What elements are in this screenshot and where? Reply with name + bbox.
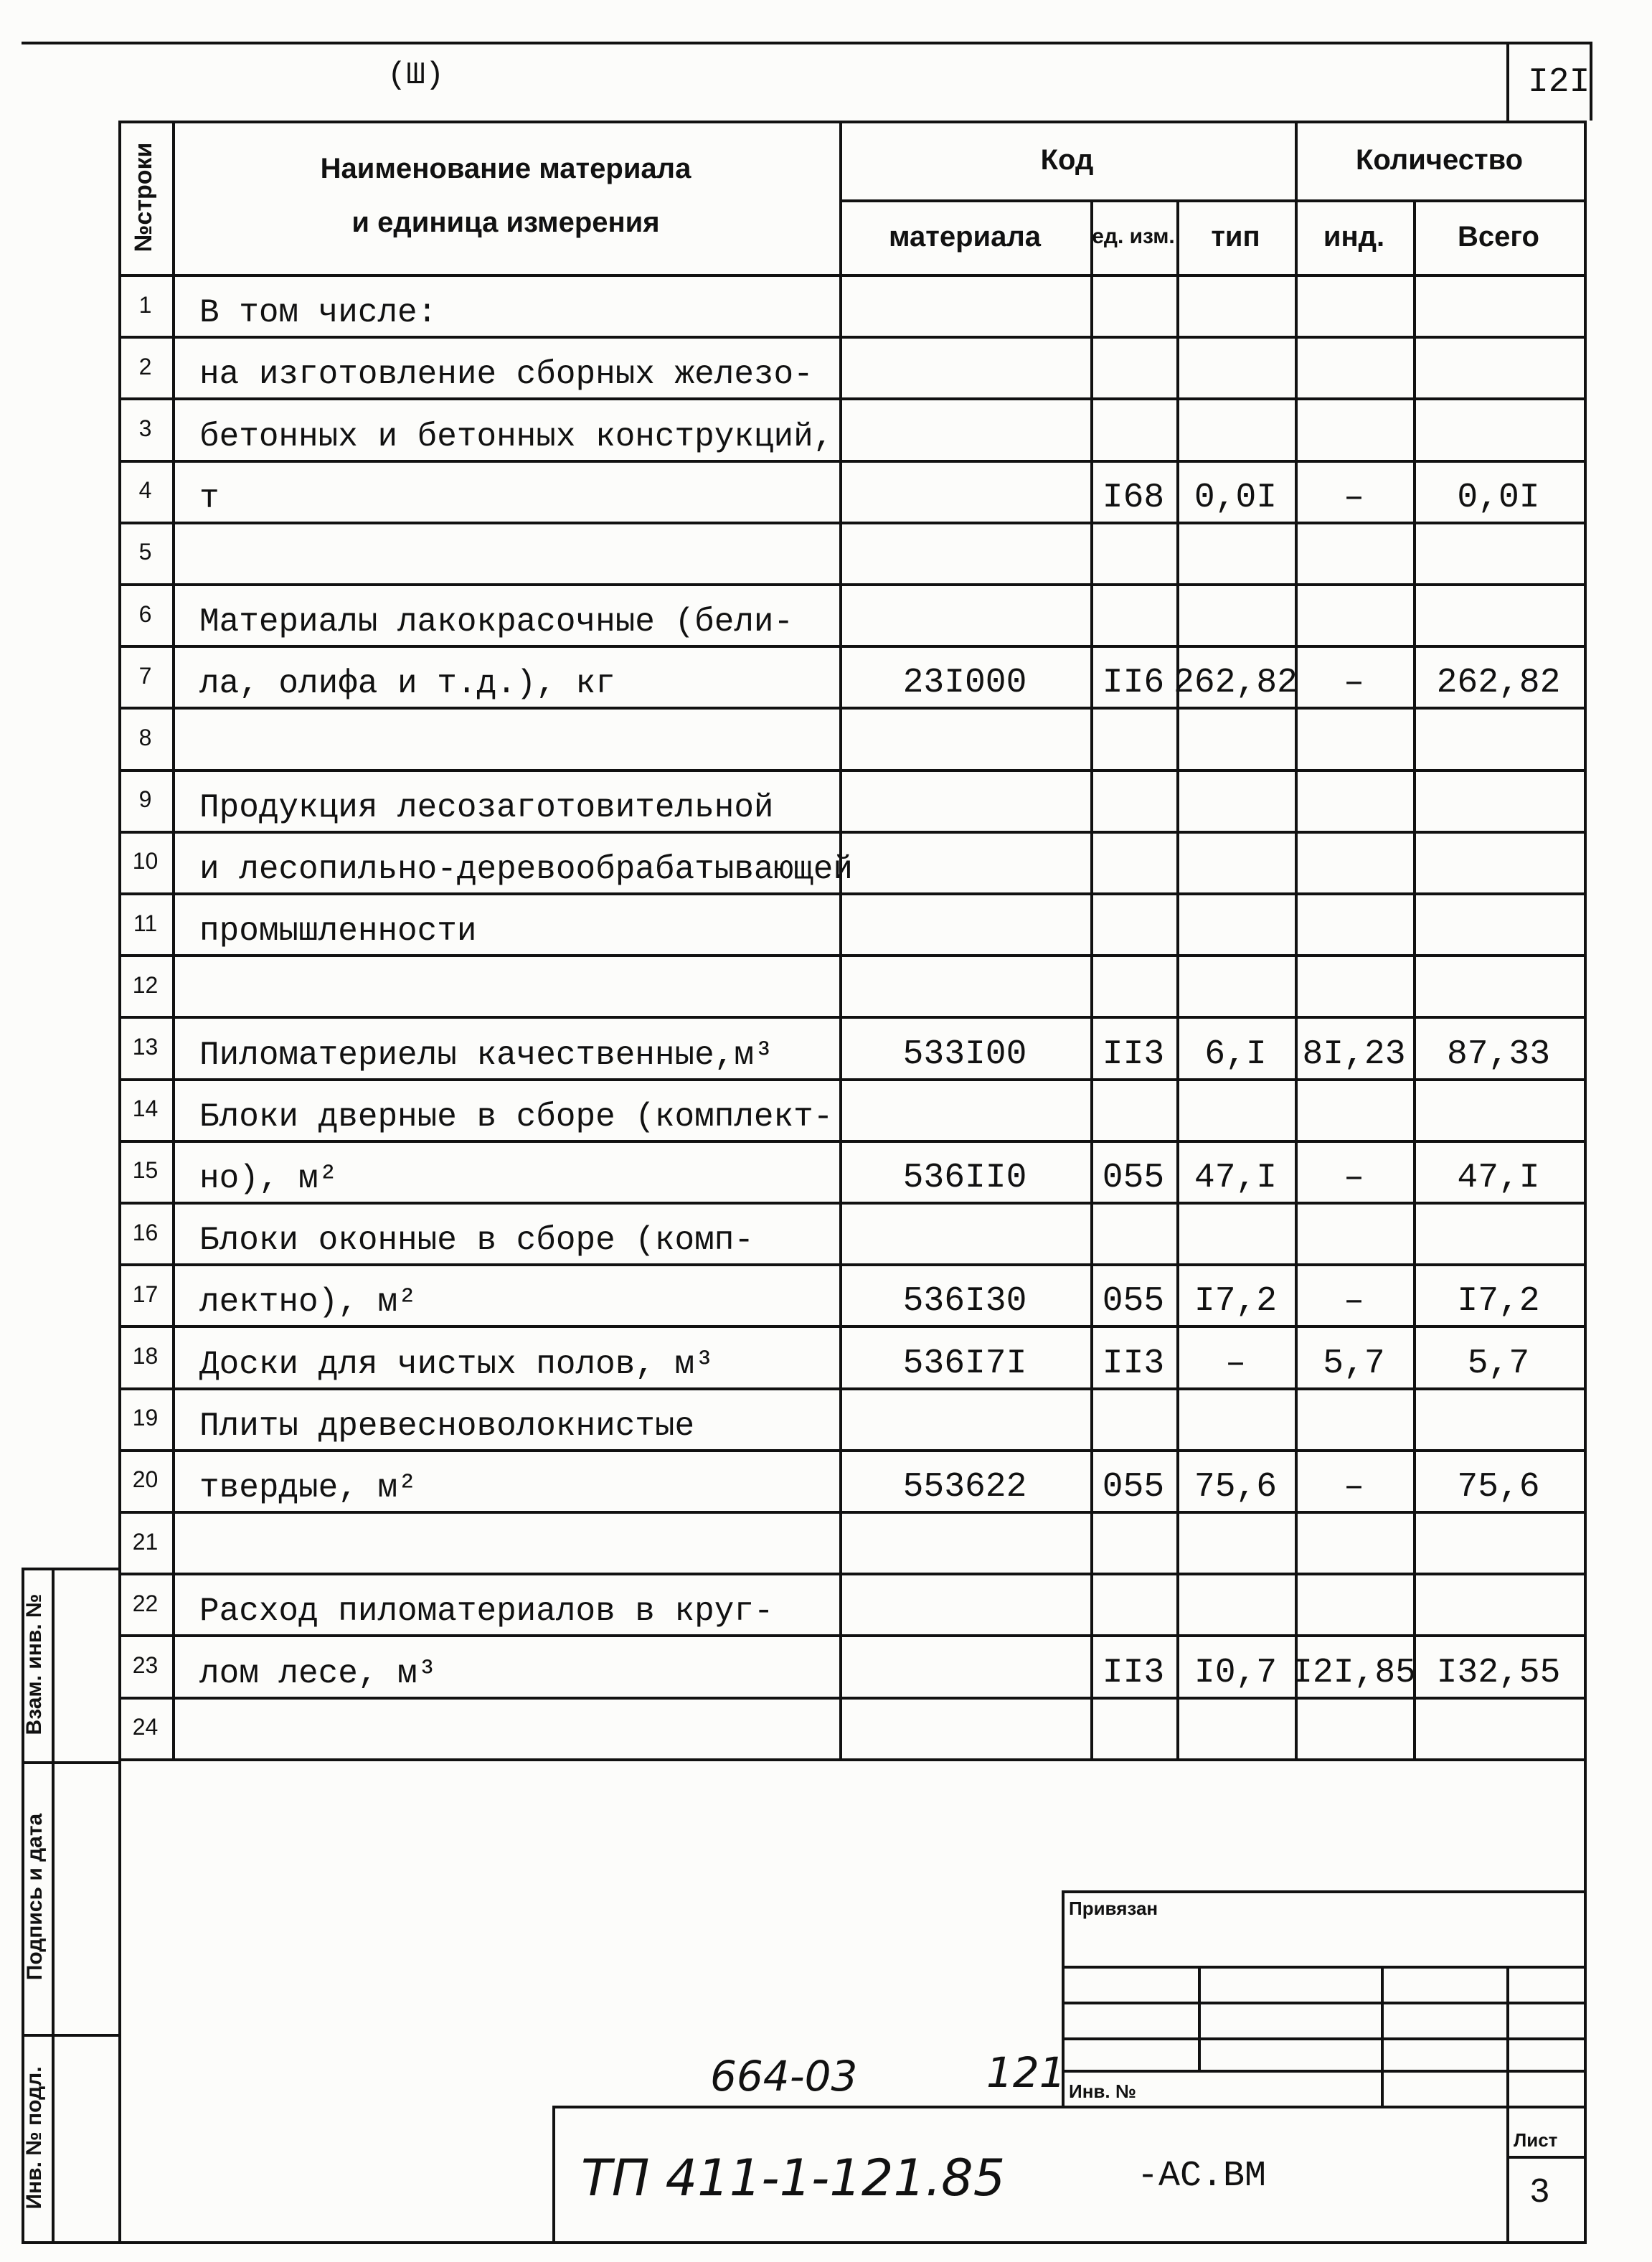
row-number: 3 (138, 415, 152, 441)
material-code (839, 274, 1090, 336)
qty-ind: – (1344, 1158, 1364, 1197)
qty-ind (1295, 831, 1413, 892)
qty-total (1413, 336, 1584, 397)
qty-ind (1295, 583, 1413, 645)
material-name: т (199, 479, 220, 517)
qty-total (1413, 1573, 1584, 1634)
page-number: I2I (1528, 63, 1590, 102)
material-name (172, 954, 839, 1016)
material-name: ла, олифа и т.д.), кг (199, 665, 615, 703)
unit-code (1090, 336, 1176, 397)
qty-total (1413, 892, 1584, 954)
material-code (839, 522, 1090, 583)
unit-code (1090, 954, 1176, 1016)
unit-code (1090, 1078, 1176, 1140)
qty-type: I0,7 (1194, 1653, 1278, 1692)
material-code: 533I00 (902, 1035, 1027, 1074)
material-name: но), м² (199, 1159, 339, 1197)
qty-type: 47,I (1194, 1158, 1278, 1197)
qty-type (1176, 1078, 1295, 1140)
row-number: 18 (132, 1342, 159, 1369)
qty-total: 87,33 (1446, 1035, 1551, 1074)
material-name: Пиломатериелы качественные,м³ (199, 1036, 774, 1074)
qty-ind (1295, 336, 1413, 397)
qty-ind: – (1344, 1467, 1364, 1507)
material-name: Материалы лакокрасочные (бели- (199, 603, 794, 641)
material-code: 536II0 (902, 1158, 1027, 1197)
material-code: 553622 (902, 1467, 1027, 1507)
qty-total: 262,82 (1436, 664, 1561, 703)
privyazan-label: Привязан (1069, 1898, 1158, 1919)
header-code-material: материала (888, 220, 1042, 253)
qty-ind: – (1344, 1282, 1364, 1321)
material-code (839, 1573, 1090, 1634)
material-name (172, 1511, 839, 1573)
qty-ind (1295, 892, 1413, 954)
podpis-data-label: Подпись и дата (23, 1813, 47, 1981)
vzam-inv-label: Взам. инв. № (22, 1593, 46, 1735)
qty-ind (1295, 1573, 1413, 1634)
material-code: 23I000 (902, 664, 1027, 703)
qty-ind (1295, 954, 1413, 1016)
material-code (839, 1634, 1090, 1696)
unit-code (1090, 831, 1176, 892)
material-name: промышленности (199, 913, 477, 951)
unit-code (1090, 1697, 1176, 1758)
header-row-number: №строки (129, 142, 157, 253)
qty-ind (1295, 1387, 1413, 1449)
qty-ind (1295, 274, 1413, 336)
material-code (839, 892, 1090, 954)
document-code: ТП 411-1-121.85 (581, 2149, 1006, 2207)
material-code (839, 583, 1090, 645)
row-number: 10 (132, 848, 159, 875)
material-code (839, 1078, 1090, 1140)
material-name: Продукция лесозаготовительной (199, 788, 774, 826)
qty-ind: – (1344, 664, 1364, 703)
material-code (839, 707, 1090, 768)
qty-total (1413, 769, 1584, 831)
material-code (839, 769, 1090, 831)
qty-type (1176, 1697, 1295, 1758)
material-code (839, 1387, 1090, 1449)
qty-type (1176, 1387, 1295, 1449)
header-qty-ind: инд. (1323, 220, 1385, 253)
row-number: 13 (132, 1033, 159, 1060)
qty-total (1413, 707, 1584, 768)
row-number: 7 (138, 662, 152, 689)
material-name (172, 1697, 839, 1758)
material-name: Блоки оконные в сборе (комп- (199, 1222, 754, 1260)
material-name: лом лесе, м³ (199, 1654, 438, 1692)
material-name: Блоки дверные в сборе (комплект- (199, 1098, 834, 1136)
unit-code: I68 (1102, 478, 1165, 517)
material-code (839, 1511, 1090, 1573)
qty-ind (1295, 397, 1413, 459)
unit-code (1090, 1387, 1176, 1449)
unit-code (1090, 1573, 1176, 1634)
qty-type (1176, 892, 1295, 954)
material-name: Расход пиломатериалов в круг- (199, 1593, 774, 1631)
row-number: 16 (132, 1219, 159, 1245)
qty-type: I7,2 (1194, 1282, 1278, 1321)
qty-type (1176, 1511, 1295, 1573)
qty-ind (1295, 1697, 1413, 1758)
qty-total (1413, 274, 1584, 336)
qty-type: – (1225, 1344, 1246, 1383)
row-number: 17 (132, 1281, 159, 1307)
unit-code: 055 (1102, 1158, 1165, 1197)
material-name (172, 522, 839, 583)
top-mark: (Ш) (387, 57, 445, 93)
qty-type (1176, 522, 1295, 583)
qty-ind (1295, 1202, 1413, 1263)
qty-total (1413, 397, 1584, 459)
qty-type (1176, 707, 1295, 768)
unit-code: 055 (1102, 1467, 1165, 1507)
unit-code: II3 (1102, 1035, 1165, 1074)
unit-code (1090, 397, 1176, 459)
qty-type (1176, 831, 1295, 892)
row-number: 22 (132, 1590, 159, 1616)
unit-code (1090, 769, 1176, 831)
qty-total (1413, 1078, 1584, 1140)
qty-total (1413, 1511, 1584, 1573)
qty-type (1176, 583, 1295, 645)
qty-total: 75,6 (1457, 1467, 1540, 1507)
qty-total (1413, 831, 1584, 892)
unit-code (1090, 1511, 1176, 1573)
unit-code: II3 (1102, 1653, 1165, 1692)
qty-type (1176, 1202, 1295, 1263)
row-number: 4 (138, 477, 152, 504)
row-number: 24 (132, 1714, 159, 1740)
qty-ind: 5,7 (1323, 1344, 1385, 1383)
row-number: 5 (138, 539, 152, 565)
header-qty: Количество (1355, 143, 1524, 176)
material-name: и лесопильно-деревообрабатывающей (199, 850, 853, 888)
qty-type: 262,82 (1174, 664, 1298, 703)
material-code (839, 954, 1090, 1016)
qty-type: 6,I (1204, 1035, 1267, 1074)
material-name (172, 707, 839, 768)
qty-type (1176, 1573, 1295, 1634)
row-number: 8 (138, 724, 152, 750)
qty-type (1176, 769, 1295, 831)
handwritten-number-1: 664-03 (710, 2052, 858, 2101)
material-name: на изготовление сборных железо- (199, 356, 813, 394)
row-number: 19 (132, 1405, 159, 1431)
header-code-unit: ед. изм. (1092, 225, 1175, 248)
qty-ind (1295, 1511, 1413, 1573)
qty-ind (1295, 707, 1413, 768)
qty-type (1176, 397, 1295, 459)
qty-ind (1295, 769, 1413, 831)
handwritten-number-2: 121 (986, 2048, 1066, 2097)
material-code (839, 336, 1090, 397)
header-name-line1: Наименование материала (320, 152, 692, 184)
qty-total (1413, 954, 1584, 1016)
qty-total (1413, 522, 1584, 583)
row-number: 15 (132, 1157, 159, 1184)
qty-total: I32,55 (1436, 1653, 1561, 1692)
row-number: 2 (138, 353, 152, 380)
inv-no-label: Инв. № (1069, 2080, 1136, 2102)
row-number: 9 (138, 786, 152, 813)
material-name: Доски для чистых полов, м³ (199, 1345, 714, 1383)
material-code (839, 1697, 1090, 1758)
list-number: 3 (1529, 2174, 1550, 2212)
qty-total (1413, 583, 1584, 645)
qty-type (1176, 274, 1295, 336)
header-code: Код (1040, 143, 1094, 176)
qty-ind: – (1344, 478, 1364, 517)
qty-ind (1295, 1078, 1413, 1140)
qty-ind (1295, 522, 1413, 583)
qty-ind: I2I,85 (1292, 1653, 1416, 1692)
material-name: твердые, м² (199, 1469, 417, 1507)
row-number: 14 (132, 1095, 159, 1122)
qty-type (1176, 336, 1295, 397)
header-name-line2: и единица измерения (351, 206, 660, 238)
unit-code: 055 (1102, 1282, 1165, 1321)
row-number: 20 (132, 1466, 159, 1493)
row-number: 23 (132, 1651, 159, 1678)
row-number: 12 (132, 971, 159, 998)
material-name: Плиты древесноволокнистые (199, 1407, 695, 1445)
unit-code (1090, 522, 1176, 583)
qty-ind: 8I,23 (1302, 1035, 1406, 1074)
qty-total: 5,7 (1467, 1344, 1530, 1383)
qty-total (1413, 1697, 1584, 1758)
material-code (839, 460, 1090, 522)
unit-code: II6 (1102, 664, 1165, 703)
material-name: В том числе: (199, 294, 438, 332)
row-number: 1 (138, 291, 152, 318)
header-qty-type: тип (1211, 220, 1260, 253)
material-code: 536I30 (902, 1282, 1027, 1321)
material-code (839, 397, 1090, 459)
inv-podl-label: Инв. № подл. (22, 2066, 46, 2210)
unit-code (1090, 1202, 1176, 1263)
material-code: 536I7I (902, 1344, 1027, 1383)
row-number: 11 (133, 910, 158, 936)
qty-type (1176, 954, 1295, 1016)
row-number: 21 (132, 1528, 159, 1555)
unit-code (1090, 583, 1176, 645)
qty-total: I7,2 (1457, 1282, 1540, 1321)
list-label: Лист (1514, 2129, 1558, 2151)
header-qty-total: Всего (1458, 220, 1539, 253)
material-code (839, 1202, 1090, 1263)
qty-type: 75,6 (1194, 1467, 1278, 1507)
material-code (839, 831, 1090, 892)
qty-total: 0,0I (1457, 478, 1540, 517)
row-number: 6 (138, 600, 152, 627)
unit-code: II3 (1102, 1344, 1165, 1383)
unit-code (1090, 892, 1176, 954)
material-name: лектно), м² (199, 1283, 417, 1321)
document-suffix: -АС.ВМ (1137, 2156, 1267, 2197)
qty-total (1413, 1202, 1584, 1263)
unit-code (1090, 707, 1176, 768)
unit-code (1090, 274, 1176, 336)
qty-total (1413, 1387, 1584, 1449)
qty-type: 0,0I (1194, 478, 1278, 517)
material-name: бетонных и бетонных конструкций, (199, 418, 834, 456)
qty-total: 47,I (1457, 1158, 1540, 1197)
